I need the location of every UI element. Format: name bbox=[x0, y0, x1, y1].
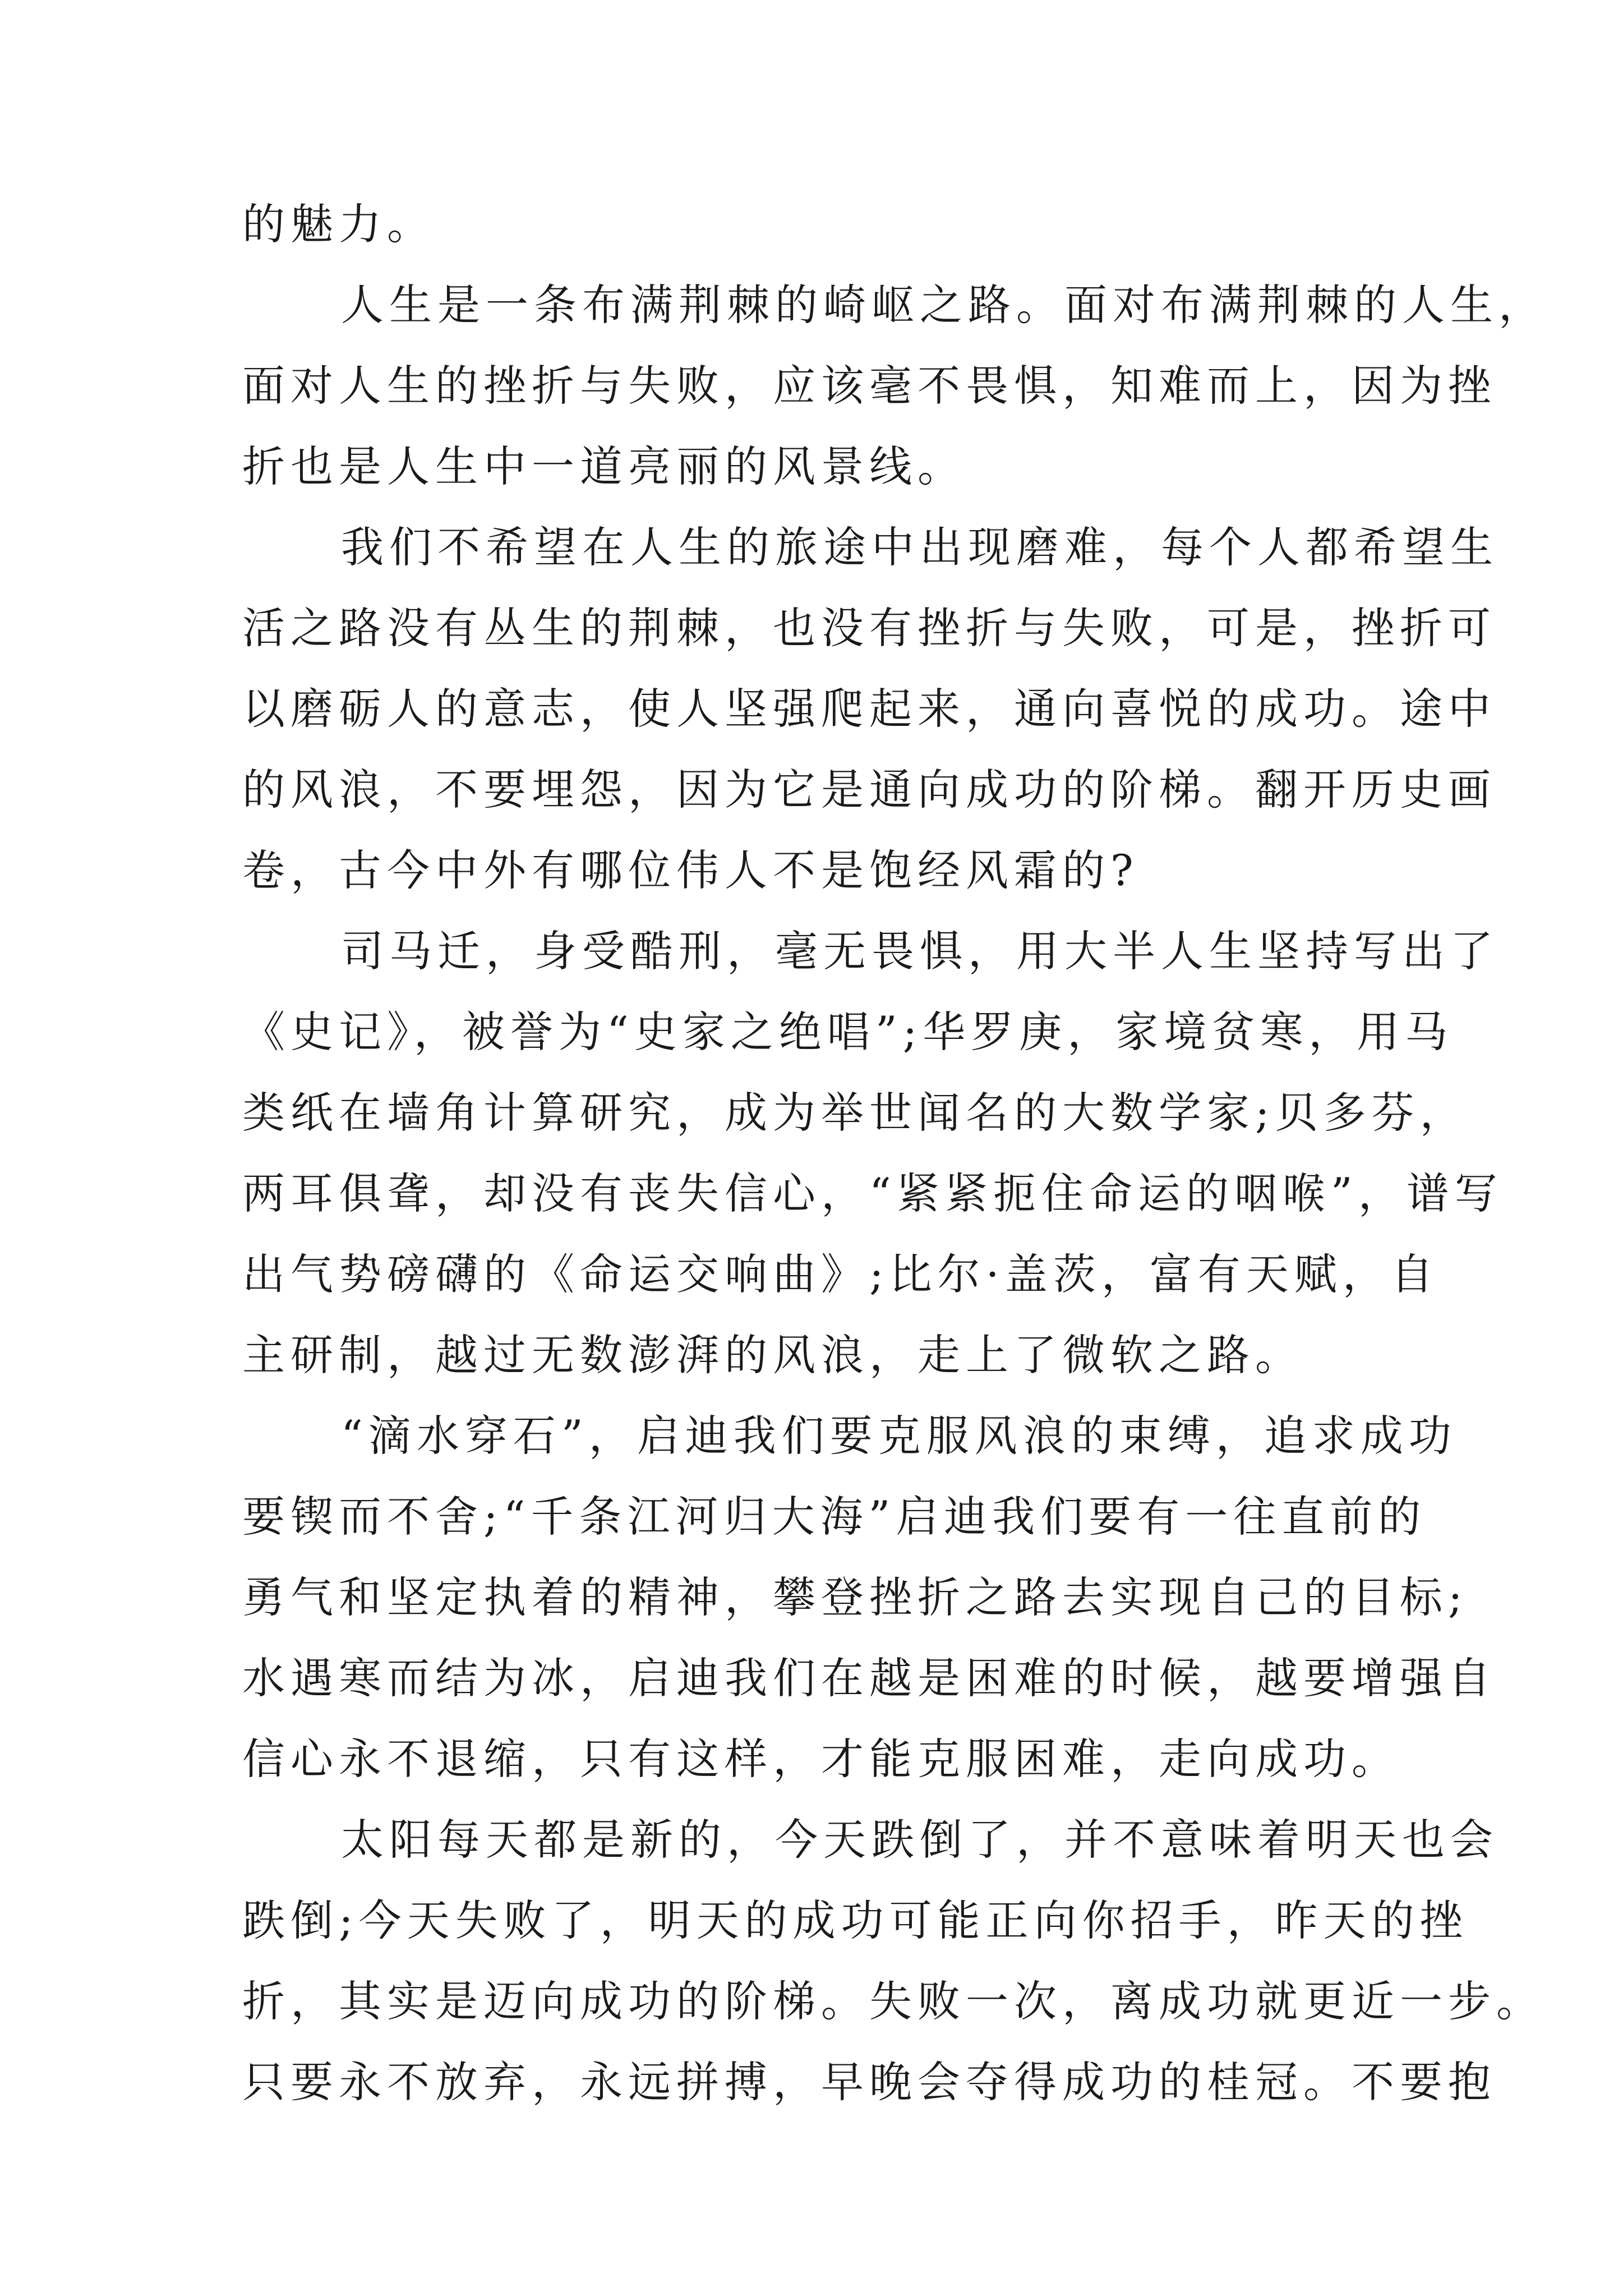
text-line: 的魅力。 bbox=[242, 199, 435, 249]
text-line: 人生是一条布满荆棘的崎岖之路。面对布满荆棘的人生， bbox=[341, 280, 1547, 330]
text-line: 太阳每天都是新的，今天跌倒了，并不意味着明天也会 bbox=[341, 1815, 1498, 1865]
text-line: 面对人生的挫折与失败，应该毫不畏惧，知难而上，因为挫 bbox=[242, 361, 1496, 411]
text-line: 司马迁，身受酷刑，毫无畏惧，用大半人生坚持写出了 bbox=[341, 926, 1498, 976]
text-line: 折也是人生中一道亮丽的风景线。 bbox=[242, 441, 966, 491]
text-line: 两耳俱聋，却没有丧失信心，“紧紧扼住命运的咽喉”，谱写 bbox=[242, 1168, 1503, 1218]
text-line: 出气势磅礴的《命运交响曲》;比尔·盖茨，富有天赋，自 bbox=[242, 1249, 1439, 1299]
text-line: 信心永不退缩，只有这样，才能克服困难，走向成功。 bbox=[242, 1734, 1400, 1784]
text-line: 类纸在墙角计算研究，成为举世闻名的大数学家;贝多芬， bbox=[242, 1088, 1468, 1138]
text-line: 《史记》，被誉为“史家之绝唱”;华罗庚，家境贫寒，用马 bbox=[242, 1007, 1454, 1057]
text-line: 的风浪，不要埋怨，因为它是通向成功的阶梯。翻开历史画 bbox=[242, 765, 1496, 815]
text-line: 卷，古今中外有哪位伟人不是饱经风霜的? bbox=[242, 845, 1139, 895]
text-line: 只要永不放弃，永远拼搏，早晚会夺得成功的桂冠。不要抱 bbox=[242, 2057, 1496, 2107]
text-line: 我们不希望在人生的旅途中出现磨难，每个人都希望生 bbox=[341, 522, 1498, 572]
text-line: “滴水穿石”，启迪我们要克服风浪的束缚，追求成功 bbox=[341, 1411, 1457, 1461]
text-line: 活之路没有丛生的荆棘，也没有挫折与失败，可是，挫折可 bbox=[242, 603, 1496, 653]
text-line: 跌倒;今天失败了，明天的成功可能正向你招手，昨天的挫 bbox=[242, 1895, 1468, 1945]
text-line: 要锲而不舍;“千条江河归大海”启迪我们要有一往直前的 bbox=[242, 1492, 1427, 1542]
text-line: 以磨砺人的意志，使人坚强爬起来，通向喜悦的成功。途中 bbox=[242, 684, 1496, 734]
text-line: 主研制，越过无数澎湃的风浪，走上了微软之路。 bbox=[242, 1330, 1303, 1380]
text-line: 折，其实是迈向成功的阶梯。失败一次，离成功就更近一步。 bbox=[242, 1976, 1544, 2026]
text-line: 勇气和坚定执着的精神，攀登挫折之路去实现自己的目标; bbox=[242, 1572, 1468, 1622]
text-line: 水遇寒而结为冰，启迪我们在越是困难的时候，越要增强自 bbox=[242, 1653, 1496, 1703]
